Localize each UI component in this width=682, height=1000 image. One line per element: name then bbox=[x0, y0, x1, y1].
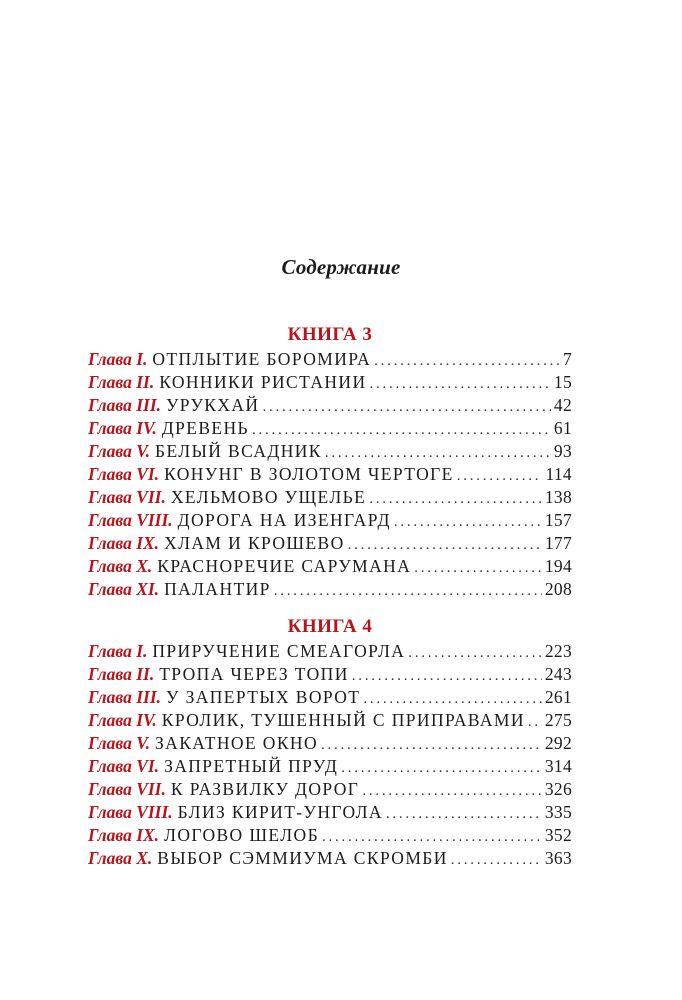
page-number: 157 bbox=[544, 510, 572, 530]
chapter-title: ТРОПА ЧЕРЕЗ ТОПИ bbox=[159, 664, 349, 684]
chapter-label: Глава I. bbox=[88, 641, 148, 661]
chapter-label: Глава X. bbox=[88, 556, 153, 576]
page-number: 275 bbox=[544, 710, 572, 730]
chapter-title: ХЕЛЬМОВО УЩЕЛЬЕ bbox=[170, 487, 367, 507]
chapter-title: ОТПЛЫТИЕ БОРОМИРА bbox=[152, 349, 372, 369]
dot-leader bbox=[414, 557, 542, 580]
page-number: 326 bbox=[544, 779, 572, 799]
chapter-label: Глава II. bbox=[88, 664, 155, 684]
dot-leader bbox=[528, 711, 542, 734]
dot-leader bbox=[325, 442, 551, 465]
chapter-label: Глава III. bbox=[88, 395, 161, 415]
dot-leader bbox=[369, 488, 542, 511]
chapter-label: Глава II. bbox=[88, 372, 155, 392]
dot-leader bbox=[363, 688, 541, 711]
chapter-title: К РАЗВИЛКУ ДОРОГ bbox=[170, 779, 360, 799]
dot-leader bbox=[394, 511, 542, 534]
toc-entry[interactable] bbox=[88, 463, 572, 486]
toc-entry[interactable] bbox=[88, 686, 572, 709]
toc-entry[interactable] bbox=[88, 509, 572, 532]
page-number: 177 bbox=[544, 533, 572, 553]
chapter-title: ПАЛАНТИР bbox=[164, 579, 271, 599]
page-number: 61 bbox=[553, 418, 572, 438]
chapter-label: Глава VII. bbox=[88, 779, 166, 799]
page-number: 93 bbox=[553, 441, 572, 461]
chapter-title: ХЛАМ И КРОШЕВО bbox=[164, 533, 345, 553]
chapter-title: ЗАПРЕТНЫЙ ПРУД bbox=[164, 756, 339, 776]
dot-leader bbox=[348, 534, 542, 557]
page-number: 314 bbox=[544, 756, 572, 776]
dot-leader bbox=[370, 373, 551, 396]
toc-entry[interactable] bbox=[88, 824, 572, 847]
toc-entry[interactable] bbox=[88, 417, 572, 440]
dot-leader bbox=[457, 465, 543, 488]
chapter-title: ДОРОГА НА ИЗЕНГАРД bbox=[177, 510, 391, 530]
chapter-title: ВЫБОР СЭММИУМА СКРОМБИ bbox=[157, 848, 448, 868]
page-number: 114 bbox=[545, 464, 572, 484]
toc-entry[interactable] bbox=[88, 640, 572, 663]
chapter-list bbox=[88, 640, 572, 870]
toc-entry[interactable] bbox=[88, 755, 572, 778]
dot-leader bbox=[451, 849, 542, 872]
chapter-title: БЕЛЫЙ ВСАДНИК bbox=[155, 441, 322, 461]
toc-entry[interactable] bbox=[88, 663, 572, 686]
dot-leader bbox=[352, 665, 542, 688]
chapter-label: Глава I. bbox=[88, 349, 148, 369]
chapter-label: Глава IV. bbox=[88, 418, 157, 438]
book-section-4 bbox=[88, 614, 572, 870]
book-heading: КНИГА 3 bbox=[287, 324, 373, 345]
book-section-3 bbox=[88, 322, 572, 601]
dot-leader bbox=[274, 580, 542, 603]
chapter-label: Глава IX. bbox=[88, 533, 160, 553]
toc-entry[interactable] bbox=[88, 847, 572, 870]
chapter-label: Глава V. bbox=[88, 441, 150, 461]
book-heading: КНИГА 4 bbox=[287, 616, 373, 637]
chapter-label: Глава VI. bbox=[88, 464, 160, 484]
page-number: 261 bbox=[544, 687, 572, 707]
chapter-label: Глава IV. bbox=[88, 710, 157, 730]
toc-entry[interactable] bbox=[88, 532, 572, 555]
dot-leader bbox=[262, 396, 550, 419]
toc-entry[interactable] bbox=[88, 801, 572, 824]
page-number: 292 bbox=[544, 733, 572, 753]
page-number: 7 bbox=[562, 349, 572, 369]
chapter-title: ЛОГОВО ШЕЛОБ bbox=[164, 825, 320, 845]
toc-entry[interactable] bbox=[88, 440, 572, 463]
chapter-title: ПРИРУЧЕНИЕ СМЕАГОРЛА bbox=[152, 641, 406, 661]
chapter-title: ДРЕВЕНЬ bbox=[161, 418, 250, 438]
dot-leader bbox=[322, 826, 542, 849]
dot-leader bbox=[386, 803, 542, 826]
toc-entry[interactable] bbox=[88, 348, 572, 371]
page-number: 363 bbox=[544, 848, 572, 868]
page-number: 352 bbox=[544, 825, 572, 845]
toc-entry[interactable] bbox=[88, 555, 572, 578]
page-number: 335 bbox=[544, 802, 572, 822]
chapter-title: БЛИЗ КИРИТ-УНГОЛА bbox=[177, 802, 383, 822]
page-number: 194 bbox=[544, 556, 572, 576]
chapter-label: Глава IX. bbox=[88, 825, 160, 845]
page-number: 42 bbox=[553, 395, 572, 415]
dot-leader bbox=[341, 757, 542, 780]
chapter-title: ЗАКАТНОЕ ОКНО bbox=[155, 733, 318, 753]
page-number: 138 bbox=[544, 487, 572, 507]
chapter-list bbox=[88, 348, 572, 601]
dot-leader bbox=[321, 734, 542, 757]
chapter-label: Глава XI. bbox=[88, 579, 160, 599]
chapter-label: Глава X. bbox=[88, 848, 153, 868]
page-number: 243 bbox=[544, 664, 572, 684]
dot-leader bbox=[408, 642, 542, 665]
chapter-title: КОНУНГ В ЗОЛОТОМ ЧЕРТОГЕ bbox=[164, 464, 454, 484]
chapter-label: Глава V. bbox=[88, 733, 150, 753]
toc-entry[interactable] bbox=[88, 578, 572, 601]
toc-entry[interactable] bbox=[88, 709, 572, 732]
page-number: 208 bbox=[544, 579, 572, 599]
toc-entry[interactable] bbox=[88, 486, 572, 509]
chapter-label: Глава III. bbox=[88, 687, 161, 707]
toc-entry[interactable] bbox=[88, 732, 572, 755]
dot-leader bbox=[252, 419, 551, 442]
chapter-label: Глава VIII. bbox=[88, 802, 173, 822]
chapter-title: КОННИКИ РИСТАНИИ bbox=[159, 372, 367, 392]
page-number: 15 bbox=[553, 372, 572, 392]
page-number: 223 bbox=[544, 641, 572, 661]
chapter-label: Глава VIII. bbox=[88, 510, 173, 530]
chapter-label: Глава VI. bbox=[88, 756, 160, 776]
chapter-title: У ЗАПЕРТЫХ ВОРОТ bbox=[166, 687, 361, 707]
chapter-title: КРОЛИК, ТУШЕННЫЙ С ПРИПРАВАМИ bbox=[161, 710, 525, 730]
page-title: Содержание bbox=[281, 255, 401, 279]
dot-leader bbox=[374, 350, 560, 373]
toc-entry[interactable] bbox=[88, 394, 572, 417]
toc-entry[interactable] bbox=[88, 778, 572, 801]
toc-entry[interactable] bbox=[88, 371, 572, 394]
chapter-label: Глава VII. bbox=[88, 487, 166, 507]
chapter-title: УРУКХАЙ bbox=[166, 395, 260, 415]
chapter-title: КРАСНОРЕЧИЕ САРУМАНА bbox=[157, 556, 412, 576]
dot-leader bbox=[362, 780, 542, 803]
